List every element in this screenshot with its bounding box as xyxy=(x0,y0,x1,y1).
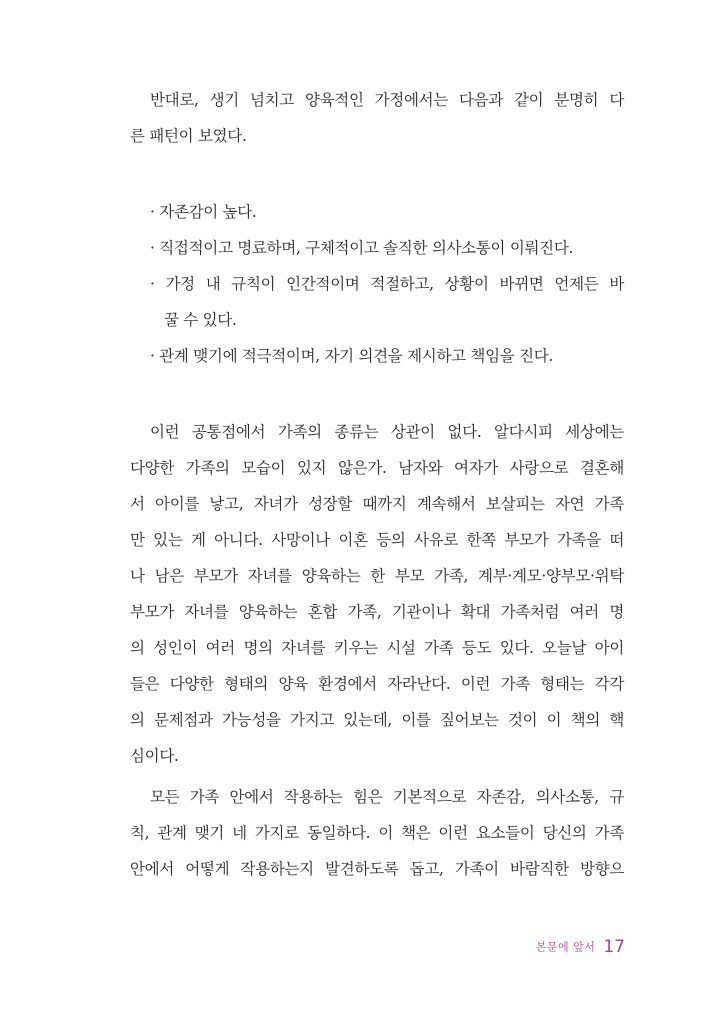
bullet-item-continuation: 꿀 수 있다. xyxy=(164,311,237,329)
paragraph2-line: 서 아이를 낳고, 자녀가 성장할 때까지 계속해서 보살피는 자연 가족 xyxy=(130,495,624,513)
page-number: 17 xyxy=(603,936,625,957)
paragraph3-line: 모든 가족 안에서 작용하는 힘은 기본적으로 자존감, 의사소통, 규 xyxy=(150,788,624,806)
paragraph2-line: 의 성인이 여러 명의 자녀를 키우는 시설 가족 등도 있다. 오늘날 아이 xyxy=(130,639,624,657)
paragraph2-line: 들은 다양한 형태의 양육 환경에서 자라난다. 이런 가족 형태는 각각 xyxy=(130,675,624,693)
running-footer-section: 본문에 앞서 xyxy=(535,940,596,954)
paragraph1-line: 른 패턴이 보였다. xyxy=(130,127,247,145)
page-footer xyxy=(536,936,625,957)
paragraph3-line: 칙, 관계 맺기 네 가지로 동일하다. 이 책은 이런 요소들이 당신의 가족 xyxy=(130,824,624,842)
paragraph2-line: 이런 공통점에서 가족의 종류는 상관이 없다. 알다시피 세상에는 xyxy=(150,423,624,441)
paragraph1-line: 반대로, 생기 넘치고 양육적인 가정에서는 다음과 같이 분명히 다 xyxy=(150,91,624,109)
bullet-item: · 자존감이 높다. xyxy=(150,203,257,221)
bullet-item: · 직접적이고 명료하며, 구체적이고 솔직한 의사소통이 이뤄진다. xyxy=(150,239,574,257)
paragraph3-line: 안에서 어떻게 작용하는지 발견하도록 돕고, 가족이 바람직한 방향으 xyxy=(130,860,624,878)
bullet-item: · 관계 맺기에 적극적이며, 자기 의견을 제시하고 책임을 진다. xyxy=(150,347,554,365)
paragraph2-line: 의 문제점과 가능성을 가지고 있는데, 이를 짚어보는 것이 이 책의 핵 xyxy=(130,711,624,729)
paragraph2-line: 나 남은 부모가 자녀를 양육하는 한 부모 가족, 계부·계모·양부모·위탁 xyxy=(130,567,624,585)
paragraph2-line: 다양한 가족의 모습이 있지 않은가. 남자와 여자가 사랑으로 결혼해 xyxy=(130,459,624,477)
paragraph2-line: 심이다. xyxy=(130,747,179,765)
paragraph2-line: 부모가 자녀를 양육하는 혼합 가족, 기관이나 확대 가족처럼 여러 명 xyxy=(130,603,624,621)
bullet-item: · 가정 내 규칙이 인간적이며 적절하고, 상황이 바뀌면 언제든 바 xyxy=(150,275,624,293)
paragraph2-line: 만 있는 게 아니다. 사망이나 이혼 등의 사유로 한쪽 부모가 가족을 떠 xyxy=(130,531,624,549)
